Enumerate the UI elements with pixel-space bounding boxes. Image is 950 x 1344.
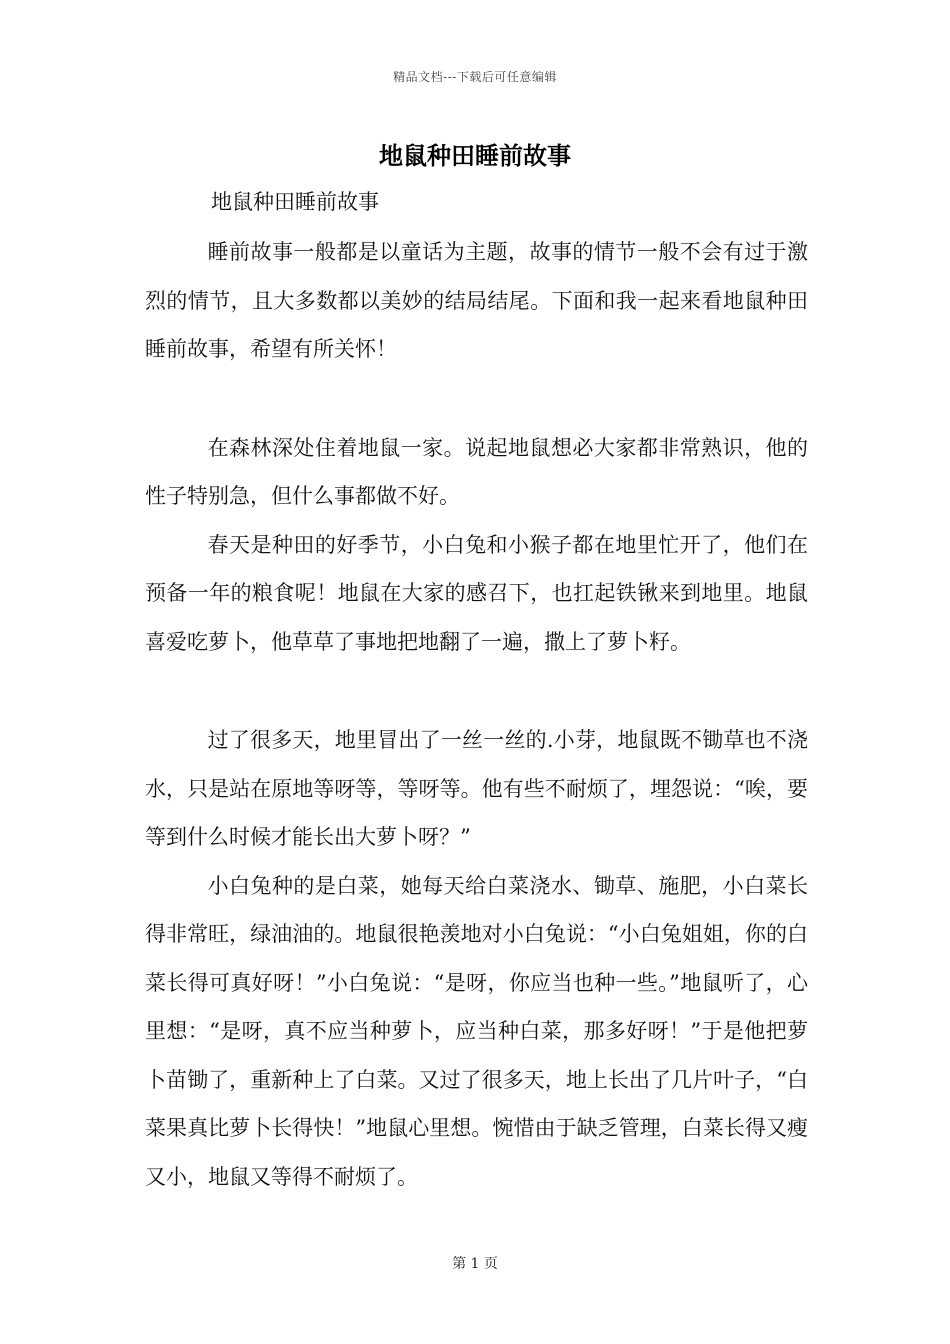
document-body: [145, 228, 808, 1201]
document-subtitle: 地鼠种田睡前故事: [211, 190, 379, 214]
paragraph: 在森林深处住着地鼠一家。说起地鼠想必大家都非常熟识，他的性子特别急，但什么事都做不好。: [145, 435, 808, 508]
page-header: 精品文档---下载后可任意编辑: [393, 70, 557, 84]
page-number: 第 1 页: [452, 1256, 498, 1272]
paragraph: 睡前故事一般都是以童话为主题，故事的情节一般不会有过于激烈的情节，且大多数都以美妙的结局结尾。下面和我一起来看地鼠种田睡前故事，希望有所关怀！: [145, 240, 808, 361]
paragraph: 小白兔种的是白菜，她每天给白菜浇水、锄草、施肥，小白菜长得非常旺，绿油油的。地鼠很艳羡地对小白兔说：“小白兔姐姐，你的白菜长得可真好呀！”小白兔说：“是呀，你应当也种一些。”地鼠听了，心里想：“是呀，真不应当种萝卜，应当种白菜，那多好呀！”于是他把萝卜苗锄了，重新种上了白菜。又过了很多天，地上长出了几片叶子，“白菜果真比萝卜长得快！”地鼠心里想。惋惜由于缺乏管理，白菜长得又瘦又小，地鼠又等得不耐烦了。: [145, 873, 808, 1189]
paragraph: 春天是种田的好季节，小白兔和小猴子都在地里忙开了，他们在预备一年的粮食呢！地鼠在大家的感召下，也扛起铁锹来到地里。地鼠喜爱吃萝卜，他草草了事地把地翻了一遍，撒上了萝卜籽。: [145, 532, 808, 654]
paragraph: 过了很多天，地里冒出了一丝一丝的.小芽，地鼠既不锄草也不浇水，只是站在原地等呀等，等呀等。他有些不耐烦了，埋怨说：“唉，要等到什么时候才能长出大萝卜呀？”: [145, 728, 808, 849]
document-title: 地鼠种田睡前故事: [379, 141, 571, 170]
